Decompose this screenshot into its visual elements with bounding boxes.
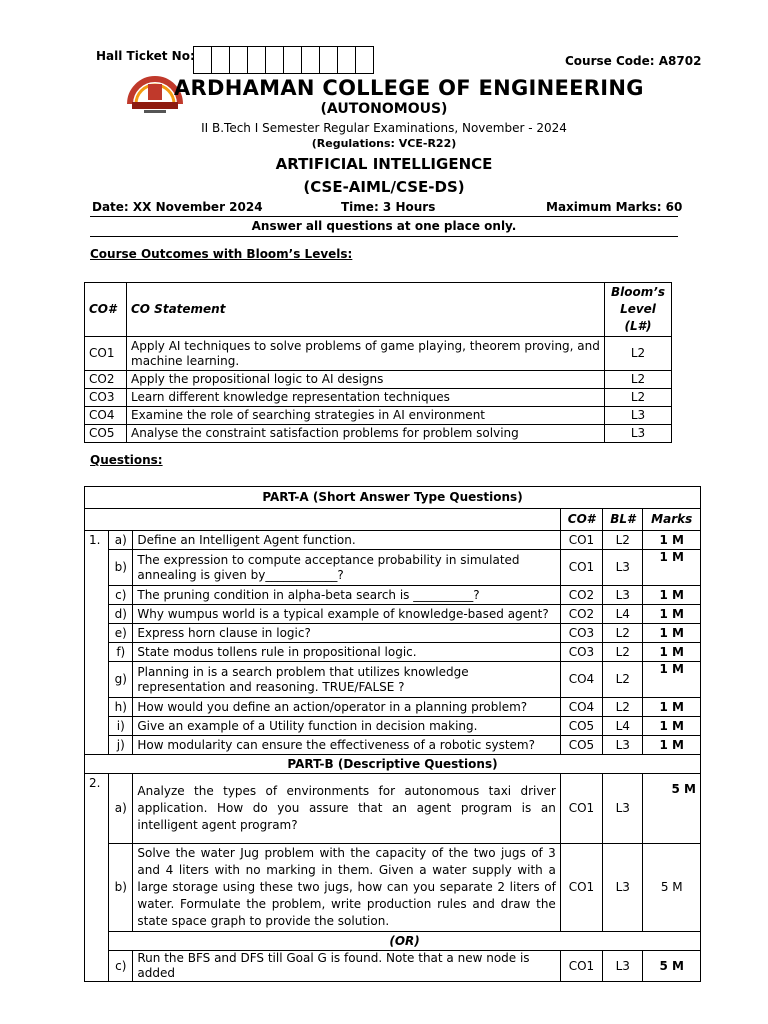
outcomes-heading: Course Outcomes with Bloom’s Levels:	[90, 247, 353, 261]
outcome-row	[85, 425, 672, 443]
question-row	[85, 586, 701, 605]
question-marks: 1 M	[643, 698, 701, 717]
outcome-statement: Examine the role of searching strategies in AI environment	[127, 407, 605, 425]
question-co: CO2	[560, 605, 602, 624]
question-bl: L3	[603, 951, 643, 982]
question-text: Analyze the types of environments for autonomous taxi driver application. How do you assure that an agent program is an intelligent agent program?	[133, 774, 560, 844]
header-rule-bottom	[90, 236, 678, 237]
question-row	[85, 605, 701, 624]
question-bl: L3	[603, 550, 643, 586]
question-row	[85, 951, 701, 982]
question-bl: L3	[603, 736, 643, 755]
question-bl: L2	[603, 624, 643, 643]
outcome-level: L2	[605, 371, 672, 389]
outcome-co: CO4	[85, 407, 127, 425]
question-bl: L2	[603, 698, 643, 717]
outcome-statement: Learn different knowledge representation techniques	[127, 389, 605, 407]
part-b-title-row	[85, 755, 701, 774]
question-row	[85, 698, 701, 717]
question-co: CO4	[560, 698, 602, 717]
outcomes-header-row	[85, 283, 672, 337]
question-marks: 1 M	[643, 662, 701, 698]
college-name: ARDHAMAN COLLEGE OF ENGINEERING	[174, 76, 644, 100]
branch-title: (CSE-AIML/CSE-DS)	[303, 178, 465, 196]
outcome-statement: Analyse the constraint satisfaction problems for problem solving	[127, 425, 605, 443]
question-sub: d)	[109, 605, 133, 624]
header-rule-top	[90, 216, 678, 217]
col-co: CO#	[560, 509, 602, 531]
question-sub: a)	[109, 774, 133, 844]
question-marks: 1 M	[643, 605, 701, 624]
outcome-row	[85, 337, 672, 371]
col-marks: Marks	[643, 509, 701, 531]
question-bl: L2	[603, 531, 643, 550]
question-marks: 1 M	[643, 717, 701, 736]
question-bl: L2	[603, 662, 643, 698]
col-level-line2: Level	[620, 302, 656, 316]
course-code: Course Code: A8702	[565, 54, 702, 68]
question-row	[85, 774, 701, 844]
question-text: Why wumpus world is a typical example of knowledge-based agent?	[133, 605, 560, 624]
question-text: The pruning condition in alpha-beta search is __________?	[133, 586, 560, 605]
question-row	[85, 662, 701, 698]
question-sub: e)	[109, 624, 133, 643]
col-level	[605, 283, 672, 337]
question-bl: L3	[603, 586, 643, 605]
question-row	[85, 643, 701, 662]
question-text: Give an example of a Utility function in decision making.	[133, 717, 560, 736]
subject-title: ARTIFICIAL INTELLIGENCE	[275, 155, 493, 173]
question-row	[85, 736, 701, 755]
question-sub: g)	[109, 662, 133, 698]
question-marks: 1 M	[643, 550, 701, 586]
question-co: CO5	[560, 736, 602, 755]
question-marks: 1 M	[643, 624, 701, 643]
part-a-title-row	[85, 487, 701, 509]
autonomous-label: (AUTONOMOUS)	[320, 101, 448, 117]
question-bl: L4	[603, 717, 643, 736]
outcome-row	[85, 407, 672, 425]
question-co: CO3	[560, 624, 602, 643]
question-marks: 5 M	[643, 951, 701, 982]
questions-header-row	[85, 509, 701, 531]
question-row	[85, 550, 701, 586]
question-bl: L4	[603, 605, 643, 624]
question-sub: b)	[109, 844, 133, 932]
outcome-row	[85, 389, 672, 407]
col-statement: CO Statement	[127, 283, 605, 337]
col-level-line3: (L#)	[624, 319, 652, 333]
question-text: The expression to compute acceptance probability in simulated annealing is given by____________?	[133, 550, 560, 586]
or-row	[85, 932, 701, 951]
question-marks: 1 M	[643, 531, 701, 550]
outcome-co: CO1	[85, 337, 127, 371]
question-sub: j)	[109, 736, 133, 755]
exam-date: Date: XX November 2024	[92, 200, 263, 214]
question-bl: L3	[603, 844, 643, 932]
outcome-co: CO3	[85, 389, 127, 407]
col-level-line1: Bloom’s	[611, 285, 665, 299]
question-text: Solve the water Jug problem with the capacity of the two jugs of 3 and 4 liters with no marking in them. Given a water supply with a large storage using these two jugs, how can you separate 2 liters of water. Formulate the problem, write production rules and draw the state space graph to provide the solution.	[133, 844, 560, 932]
question-co: CO1	[560, 531, 602, 550]
question-co: CO2	[560, 586, 602, 605]
questions-table	[84, 486, 701, 982]
question-text: State modus tollens rule in propositional logic.	[133, 643, 560, 662]
question-text: How would you define an action/operator in a planning problem?	[133, 698, 560, 717]
question-co: CO1	[560, 844, 602, 932]
question-co: CO5	[560, 717, 602, 736]
question-sub: c)	[109, 586, 133, 605]
question-sub: c)	[109, 951, 133, 982]
question-bl: L2	[603, 643, 643, 662]
question-marks: 1 M	[643, 643, 701, 662]
question-sub: h)	[109, 698, 133, 717]
question-text: Express horn clause in logic?	[133, 624, 560, 643]
question-marks: 1 M	[643, 586, 701, 605]
question-co: CO1	[560, 550, 602, 586]
regulations: (Regulations: VCE-R22)	[311, 137, 457, 150]
question-sub: i)	[109, 717, 133, 736]
hall-ticket-label: Hall Ticket No:	[96, 49, 195, 63]
question-text: Planning in is a search problem that utilizes knowledge representation and reasoning. TRUE/FALSE ?	[133, 662, 560, 698]
question-text: Run the BFS and DFS till Goal G is found. Note that a new node is added	[133, 951, 560, 982]
questions-heading: Questions:	[90, 453, 163, 467]
max-marks: Maximum Marks: 60	[546, 200, 683, 214]
part-a-title: PART-A (Short Answer Type Questions)	[85, 487, 701, 509]
outcome-level: L2	[605, 337, 672, 371]
question-sub: b)	[109, 550, 133, 586]
outcome-row	[85, 371, 672, 389]
question-text: How modularity can ensure the effectiveness of a robotic system?	[133, 736, 560, 755]
question-sub: a)	[109, 531, 133, 550]
question-co: CO1	[560, 951, 602, 982]
exam-time: Time: 3 Hours	[341, 200, 436, 214]
outcome-co: CO2	[85, 371, 127, 389]
question-row	[85, 717, 701, 736]
part-b-title: PART-B (Descriptive Questions)	[85, 755, 701, 774]
outcome-level: L3	[605, 407, 672, 425]
question-marks: 5 M	[643, 844, 701, 932]
question-marks: 5 M	[643, 774, 701, 844]
col-co: CO#	[85, 283, 127, 337]
outcomes-table	[84, 282, 672, 443]
or-label: (OR)	[109, 932, 701, 951]
outcome-co: CO5	[85, 425, 127, 443]
question-row	[85, 531, 701, 550]
exam-title: II B.Tech I Semester Regular Examinations, November - 2024	[201, 121, 567, 135]
question-bl: L3	[603, 774, 643, 844]
question-co: CO1	[560, 774, 602, 844]
outcome-level: L2	[605, 389, 672, 407]
outcome-level: L3	[605, 425, 672, 443]
question-number: 2.	[85, 774, 109, 982]
question-row	[85, 624, 701, 643]
col-bl: BL#	[603, 509, 643, 531]
outcome-statement: Apply AI techniques to solve problems of game playing, theorem proving, and machine learning.	[127, 337, 605, 371]
question-text: Define an Intelligent Agent function.	[133, 531, 560, 550]
hall-ticket-boxes[interactable]	[194, 46, 374, 74]
outcome-statement: Apply the propositional logic to AI designs	[127, 371, 605, 389]
question-co: CO3	[560, 643, 602, 662]
question-sub: f)	[109, 643, 133, 662]
instruction: Answer all questions at one place only.	[251, 219, 517, 233]
question-row	[85, 844, 701, 932]
question-co: CO4	[560, 662, 602, 698]
question-marks: 1 M	[643, 736, 701, 755]
question-number: 1.	[85, 531, 109, 755]
